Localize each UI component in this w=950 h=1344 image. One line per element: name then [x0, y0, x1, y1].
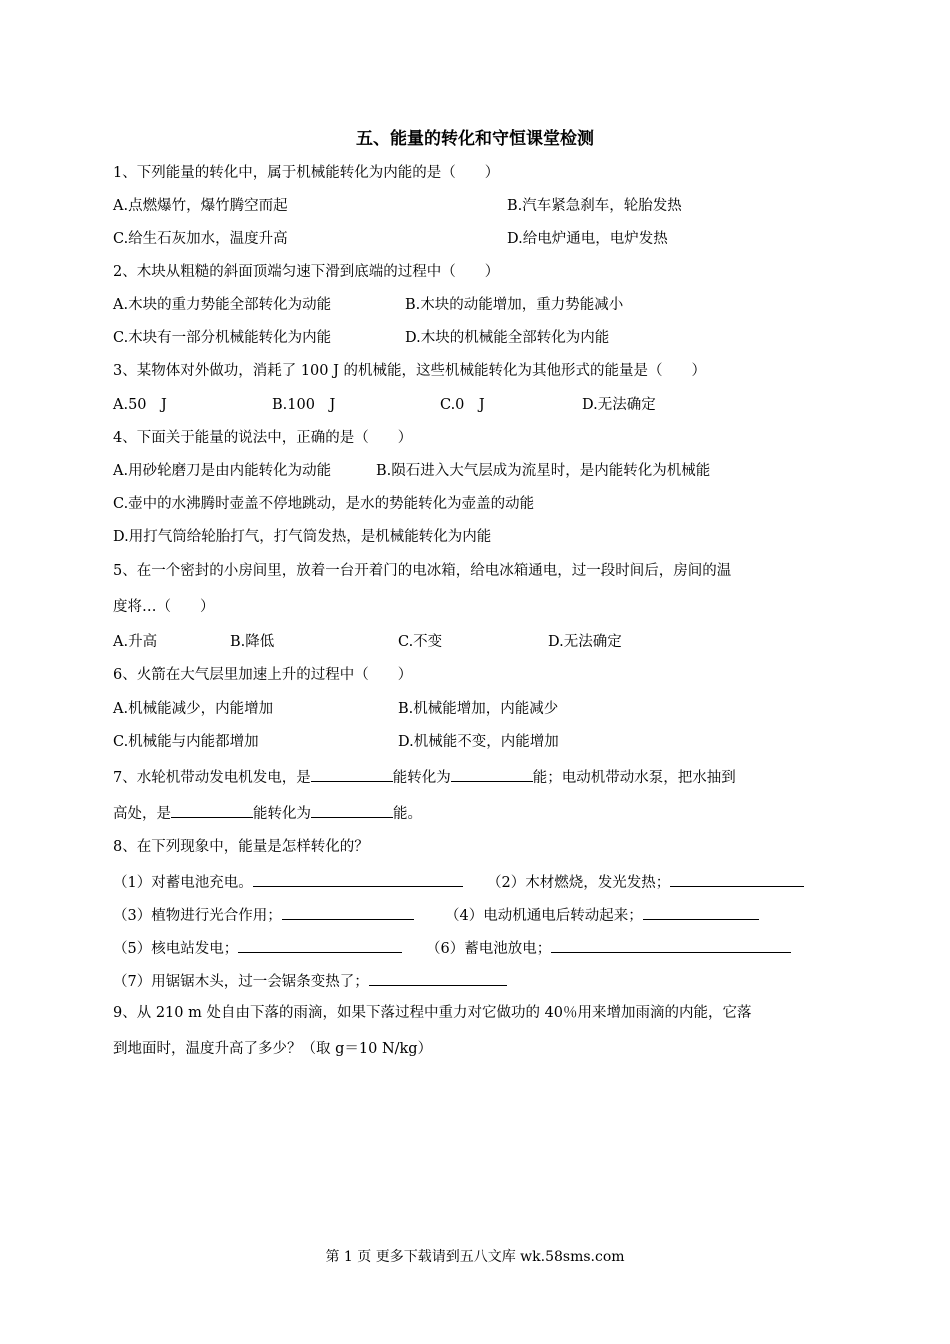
fill-blank-2[interactable] [451, 766, 533, 782]
question-4-stem: 4、下面关于能量的说法中，正确的是（ ） [113, 430, 413, 446]
question-1-option-b: B.汽车紧急刹车，轮胎发热 [507, 198, 682, 214]
answer-blank-2[interactable] [670, 871, 804, 887]
question-4-option-d: D.用打气筒给轮胎打气，打气筒发热，是机械能转化为内能 [113, 529, 492, 545]
question-1-stem: 1、下列能量的转化中，属于机械能转化为内能的是（ ） [113, 165, 500, 181]
item-4-label: （4）电动机通电后转动起来； [445, 908, 643, 924]
question-8-item-1 [113, 871, 463, 893]
item-7-label: （7）用锯锯木头，过一会锯条变热了； [113, 974, 369, 990]
question-1-option-c: C.给生石灰加水，温度升高 [113, 231, 288, 247]
answer-blank-4[interactable] [643, 904, 759, 920]
question-1-option-a: A.点燃爆竹，爆竹腾空而起 [113, 198, 288, 214]
answer-blank-1[interactable] [253, 871, 463, 887]
item-1-label: （1）对蓄电池充电。 [113, 875, 253, 891]
question-8-item-5 [113, 937, 402, 959]
question-5-option-c: C.不变 [398, 634, 443, 650]
answer-blank-7[interactable] [369, 970, 507, 986]
question-8-item-6 [426, 937, 791, 959]
question-3-option-c: C.0 J [440, 397, 485, 413]
question-8-item-3 [113, 904, 414, 926]
question-3-stem: 3、某物体对外做功，消耗了 100 J 的机械能，这些机械能转化为其他形式的能量是（ ） [113, 363, 707, 379]
question-3-option-b: B.100 J [272, 397, 336, 413]
question-8-item-7 [113, 970, 507, 992]
question-6-option-d: D.机械能不变，内能增加 [398, 734, 559, 750]
question-2-option-c: C.木块有一部分机械能转化为内能 [113, 330, 332, 346]
page-title: 五、能量的转化和守恒课堂检测 [356, 129, 594, 149]
question-5-option-d: D.无法确定 [548, 634, 622, 650]
question-7-text-5: 能转化为 [253, 806, 311, 822]
question-7-text-4: 高处，是 [113, 806, 171, 822]
question-7-line2 [113, 802, 422, 824]
question-9-line1: 9、从 210 m 处自由下落的雨滴，如果下落过程中重力对它做功的 40％用来增加雨滴的内能，它落 [113, 1005, 752, 1021]
item-6-label: （6）蓄电池放电； [426, 941, 552, 957]
question-3-option-a: A.50 J [113, 397, 167, 413]
question-8-item-2 [487, 871, 804, 893]
question-4-option-b: B.陨石进入大气层成为流星时，是内能转化为机械能 [376, 463, 711, 479]
question-7-text-2: 能转化为 [392, 770, 451, 786]
question-5-option-a: A.升高 [113, 634, 158, 650]
question-5-stem-line2: 度将…（ ） [113, 599, 215, 615]
answer-blank-5[interactable] [238, 937, 402, 953]
fill-blank-4[interactable] [311, 802, 393, 818]
question-5-stem-line1: 5、在一个密封的小房间里，放着一台开着门的电冰箱，给电冰箱通电，过一段时间后，房间的温 [113, 563, 732, 579]
question-5-option-b: B.降低 [230, 634, 275, 650]
item-3-label: （3）植物进行光合作用； [113, 908, 282, 924]
question-9-line2: 到地面时，温度升高了多少？（取 g＝10 N/kg） [113, 1041, 433, 1057]
page-footer: 第 1 页 更多下载请到五八文库 wk.58sms.com [325, 1249, 625, 1265]
answer-blank-3[interactable] [282, 904, 414, 920]
question-1-option-d: D.给电炉通电，电炉发热 [507, 231, 668, 247]
question-4-option-c: C.壶中的水沸腾时壶盖不停地跳动，是水的势能转化为壶盖的动能 [113, 496, 535, 512]
question-2-option-b: B.木块的动能增加，重力势能减小 [405, 297, 624, 313]
question-6-option-a: A.机械能减少，内能增加 [113, 701, 274, 717]
question-8-stem: 8、在下列现象中，能量是怎样转化的？ [113, 839, 369, 855]
question-7-text-1: 7、水轮机带动发电机发电，是 [113, 770, 311, 786]
question-2-option-a: A.木块的重力势能全部转化为动能 [113, 297, 332, 313]
question-6-option-b: B.机械能增加，内能减少 [398, 701, 559, 717]
question-4-option-a: A.用砂轮磨刀是由内能转化为动能 [113, 463, 332, 479]
question-3-option-d: D.无法确定 [582, 397, 656, 413]
question-2-option-d: D.木块的机械能全部转化为内能 [405, 330, 610, 346]
question-7-text-3: 能；电动机带动水泵，把水抽到 [532, 770, 736, 786]
question-6-stem: 6、火箭在大气层里加速上升的过程中（ ） [113, 667, 413, 683]
question-7-text-6: 能。 [393, 806, 422, 822]
fill-blank-3[interactable] [171, 802, 253, 818]
item-5-label: （5）核电站发电； [113, 941, 239, 957]
answer-blank-6[interactable] [551, 937, 791, 953]
item-2-label: （2）木材燃烧，发光发热； [487, 875, 671, 891]
question-7-line1 [113, 766, 736, 788]
fill-blank-1[interactable] [311, 766, 393, 782]
question-2-stem: 2、木块从粗糙的斜面顶端匀速下滑到底端的过程中（ ） [113, 264, 500, 280]
question-8-item-4 [445, 904, 759, 926]
question-6-option-c: C.机械能与内能都增加 [113, 734, 259, 750]
